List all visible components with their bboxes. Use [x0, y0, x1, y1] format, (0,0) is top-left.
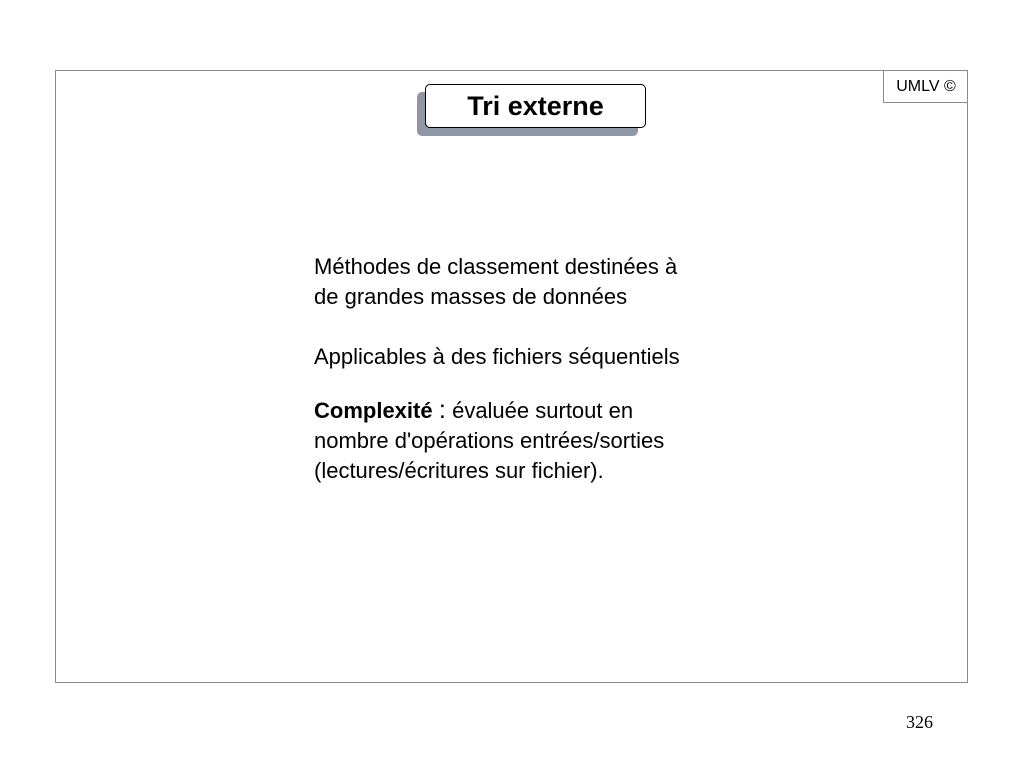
title-box	[425, 84, 646, 128]
complexity-line-2: nombre d'opérations entrées/sorties	[314, 428, 665, 453]
complexity-term: Complexité	[314, 398, 433, 423]
complexity-colon: :	[438, 394, 446, 424]
slide-content	[314, 252, 754, 486]
complexity-line-1-rest: évaluée surtout en	[452, 398, 634, 423]
page-number: 326	[906, 712, 933, 732]
complexity-paragraph	[314, 394, 754, 486]
methods-paragraph	[314, 252, 754, 312]
methods-line-2: de grandes masses de données	[314, 284, 628, 309]
applicable-line: Applicables à des fichiers séquentiels	[314, 344, 680, 369]
umlv-badge: UMLV ©	[883, 71, 968, 103]
slide-title: Tri externe	[467, 90, 604, 121]
complexity-line-3: (lectures/écritures sur fichier).	[314, 458, 604, 483]
applicable-paragraph	[314, 342, 754, 372]
methods-line-1: Méthodes de classement destinées à	[314, 254, 678, 279]
